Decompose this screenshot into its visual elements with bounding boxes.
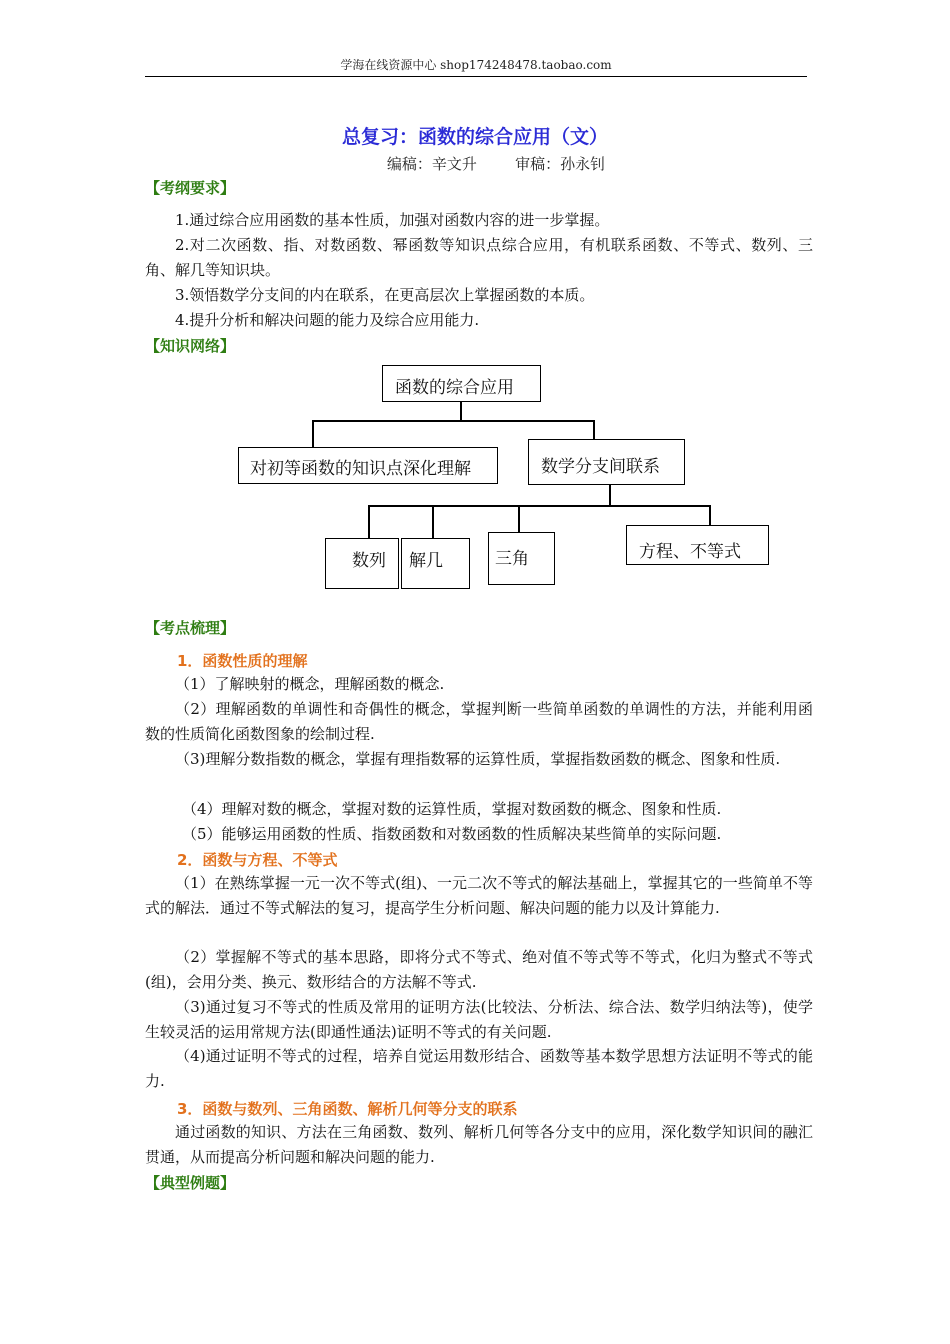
connector [609,484,611,506]
connector [709,505,711,526]
topic-item: （3)理解分数指数的概念，掌握有理指数幂的运算性质，掌握指数函数的概念、图象和性质. [175,750,781,768]
section-syllabus: 【考纲要求】 [145,179,236,197]
topic-item: （4）理解对数的概念，掌握对数的运算性质，掌握对数函数的概念、图象和性质. [182,800,722,818]
connector [368,505,370,539]
node-leaf: 解几 [401,538,470,589]
node-leaf: 方程、不等式 [626,525,769,565]
connector [312,420,314,448]
connector [593,420,595,440]
topic-item: （1）在熟练掌握一元一次不等式(组)、一元二次不等式的解法基础上，掌握其它的一些简单不等式的解法．通过不等式解法的复习，提高学生分析问题、解决问题的能力以及计算能力. [145,874,813,917]
topic-item: （2）理解函数的单调性和奇偶性的概念，掌握判断一些简单函数的单调性的方法，并能利用函数的性质简化函数图象的绘制过程. [145,700,813,743]
authors-line: 编稿：辛文升 审稿：孙永钊 [386,155,606,173]
syllabus-item: 4.提升分析和解决问题的能力及综合应用能力. [175,311,480,329]
topic-item: （4)通过证明不等式的过程，培养自觉运用数形结合、函数等基本数学思想方法证明不等式的能力. [145,1047,813,1090]
topic-text: 通过函数的知识、方法在三角函数、数列、解析几何等各分支中的应用，深化数学知识间的融汇贯通，从而提高分析问题和解决问题的能力. [145,1123,813,1166]
topic-item: （2）掌握解不等式的基本思路，即将分式不等式、绝对值不等式等不等式，化归为整式不等式(组)，会用分类、换元、数形结合的方法解不等式. [145,948,813,991]
topic-item: （1）了解映射的概念，理解函数的概念. [175,675,445,693]
node-leaf: 三角 [488,532,555,585]
syllabus-item: 1.通过综合应用函数的基本性质，加强对函数内容的进一步掌握。 [175,211,610,229]
topic-heading: 2．函数与方程、不等式 [177,851,338,869]
connector [518,505,520,533]
syllabus-item: 2.对二次函数、指、对数函数、幂函数等知识点综合应用，有机联系函数、不等式、数列、三角、解几等知识块。 [145,236,813,279]
topic-heading: 3．函数与数列、三角函数、解析几何等分支的联系 [177,1100,518,1118]
node-leaf: 数列 [325,538,399,589]
section-network: 【知识网络】 [145,337,236,355]
section-examples: 【典型例题】 [145,1174,236,1192]
page-header: 学海在线资源中心 shop174248478.taobao.com [145,56,807,77]
topic-heading: 1．函数性质的理解 [177,652,308,670]
topic-item: （3)通过复习不等式的性质及常用的证明方法(比较法、分析法、综合法、数学归纳法等)，使学生较灵活的运用常规方法(即通性通法)证明不等式的有关问题. [145,998,813,1041]
syllabus-item: 3.领悟数学分支间的内在联系，在更高层次上掌握函数的本质。 [175,286,595,304]
section-points: 【考点梳理】 [145,619,236,637]
node-root: 函数的综合应用 [382,365,541,402]
connector [432,505,434,539]
topic-item: （5）能够运用函数的性质、指数函数和对数函数的性质解决某些简单的实际问题. [182,825,722,843]
node-right: 数学分支间联系 [528,439,685,485]
connector [312,420,594,422]
page-title: 总复习：函数的综合应用（文） [341,126,608,148]
connector [460,400,462,421]
node-left: 对初等函数的知识点深化理解 [238,447,498,484]
connector [368,505,711,507]
